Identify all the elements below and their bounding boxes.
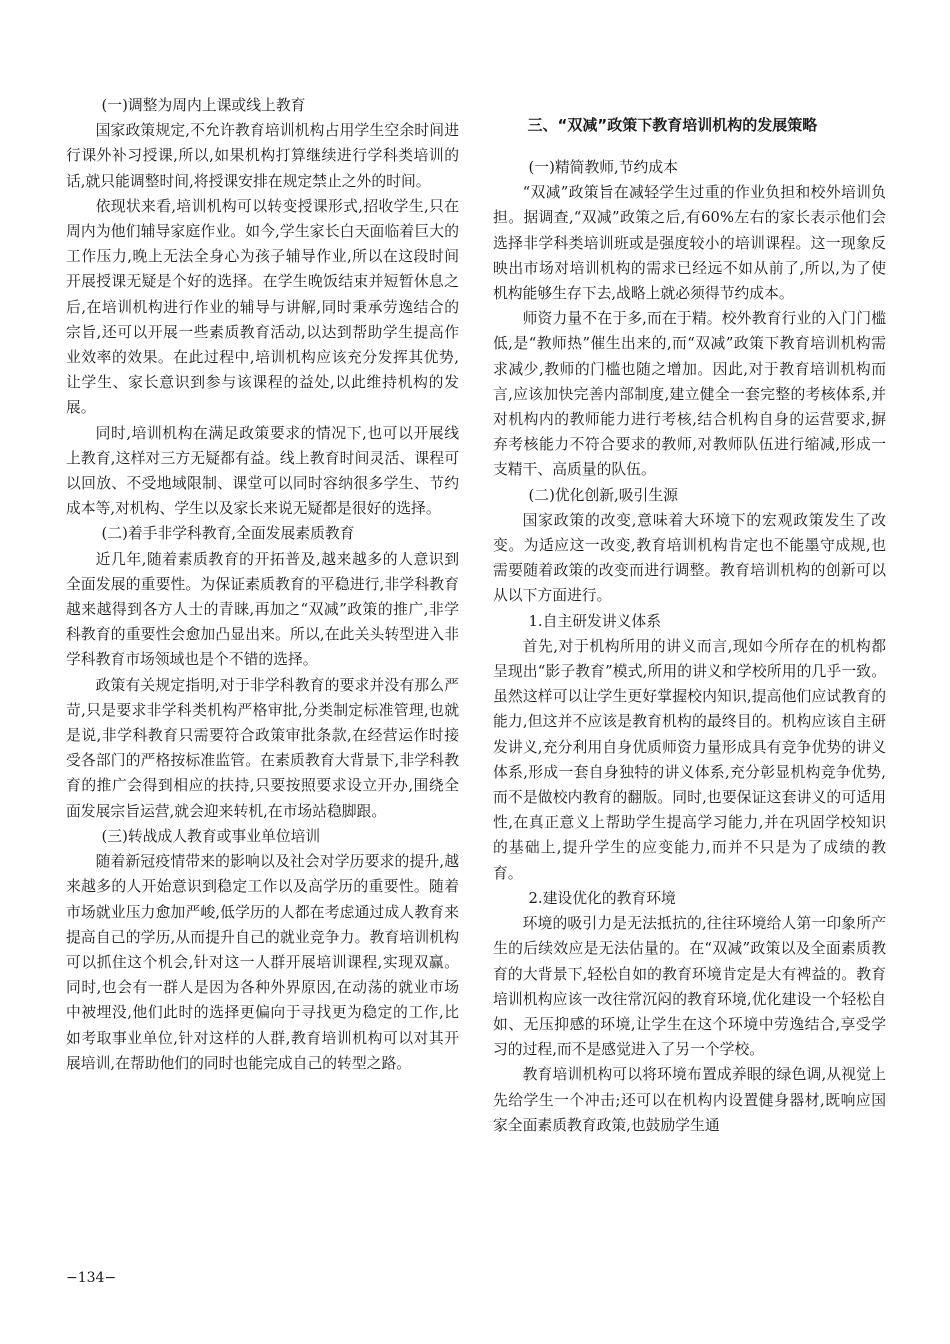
paragraph: 环境的吸引力是无法抵抗的,往往环境给人第一印象所产生的后续效应是无法估量的。在“双减”政策以及全面素质教育的大背景下,轻松自如的教育环境肯定是大有裨益的。教育培训机构应该一改往常沉闷的教育环境,优化建设一个轻松自如、无压抑感的环境,让学生在这个环境中劳逸结合,享受学习的过程,而不是感觉进入了另一个学校。 <box>493 915 886 1059</box>
paragraph: 首先,对于机构所用的讲义而言,现如今所存在的机构都呈现出“影子教育”模式,所用的讲义和学校所用的几乎一致。虽然这样可以让学生更好掌握校内知识,提高他们应试教育的能力,但这并不应该是教育机构的最终目的。机构应该自主研发讲义,充分利用自身优质师资力量形成具有竞争优势的讲义体系,形成一套自身独特的讲义体系,充分彰显机构竞争优势,而不是做校内教育的翻版。同时,也要保证这套讲义的可适用性,在真正意义上帮助学生提高学习能力,并在巩固学校知识的基础上,提升学生的应变能力,而并不只是为了成绩的教育。 <box>493 637 886 882</box>
subheading: (二)着手非学科教育,全面发展素质教育 <box>101 525 355 543</box>
paragraph: 依现状来看,培训机构可以转变授课形式,招收学生,只在周内为他们辅导家庭作业。如今,学生家长白天面临着巨大的工作压力,晚上无法全身心为孩子辅导作业,所以在这段时间开展授课无疑是个好的选择。在学生晚饭结束并短暂休息之后,在培训机构进行作业的辅导与讲解,同时秉承劳逸结合的宗旨,还可以开展一些素质教育活动,以达到帮助学生提高作业效率的效果。在此过程中,培训机构应该充分发挥其优势,让学生、家长意识到参与该课程的益处,以此维持机构的发展。 <box>66 197 459 417</box>
left-column <box>66 93 459 1076</box>
paragraph: 国家政策规定,不允许教育培训机构占用学生空余时间进行课外补习授课,所以,如果机构打算继续进行学科类培训的话,就只能调整时间,将授课安排在规定禁止之外的时间。 <box>66 122 459 190</box>
subheading: (三)转战成人教育或事业单位培训 <box>101 827 321 845</box>
subheading: (二)优化创新,吸引生源 <box>528 486 678 504</box>
right-column <box>493 113 886 1138</box>
subheading: 1.自主研发讲义体系 <box>528 612 662 630</box>
section-heading: 三、“双减”政策下教育培训机构的发展策略 <box>527 116 818 134</box>
paragraph: “双减”政策旨在减轻学生过重的作业负担和校外培训负担。据调查,“双减”政策之后,有60%左右的家长表示他们会选择非学科类培训班或是强度较小的培训课程。这一现象反映出市场对培训机构的需求已经远不如从前了,所以,为了使机构能够生存下去,战略上就必须得节约成本。 <box>493 184 886 303</box>
paragraph: 政策有关规定指明,对于非学科教育的要求并没有那么严苛,只是要求非学科类机构严格审批,分类制定标准管理,也就是说,非学科教育只需要符合政策审批条款,在经营运作时接受各部门的严格按标准监管。在素质教育大背景下,非学科教育的推广会得到相应的扶持,只要按照要求设立开办,围绕全面发展宗旨运营,就会迎来转机,在市场站稳脚跟。 <box>66 676 459 820</box>
subheading: 2.建设优化的教育环境 <box>528 889 676 907</box>
page-number: −134− <box>66 1270 117 1286</box>
paragraph: 随着新冠疫情带来的影响以及社会对学历要求的提升,越来越多的人开始意识到稳定工作以及高学历的重要性。随着市场就业压力愈加严峻,低学历的人都在考虑通过成人教育来提高自己的学历,从而提升自己的就业竞争力。教育培训机构可以抓住这个机会,针对这一人群开展培训课程,实现双赢。同时,也会有一群人是因为各种外界原因,在动荡的就业市场中被埋没,他们此时的选择更偏向于寻找更为稳定的工作,比如考取事业单位,针对这样的人群,教育培训机构可以对其开展培训,在帮助他们的同时也能完成自己的转型之路。 <box>66 853 459 1072</box>
subheading: (一)精简教师,节约成本 <box>528 159 678 176</box>
paragraph: 教育培训机构可以将环境布置成养眼的绿色调,从视觉上先给学生一个冲击;还可以在机构内设置健身器材,既响应国家全面素质教育政策,也鼓励学生通 <box>493 1066 886 1134</box>
paragraph: 同时,培训机构在满足政策要求的情况下,也可以开展线上教育,这样对三方无疑都有益。线上教育时间灵活、课程可以回放、不受地域限制、课堂可以同时容纳很多学生、节约成本等,对机构、学生以及家长来说无疑都是很好的选择。 <box>66 424 459 518</box>
paragraph: 国家政策的改变,意味着大环境下的宏观政策发生了改变。为适应这一改变,教育培训机构肯定也不能墨守成规,也需要随着政策的改变而进行调整。教育培训机构的创新可以从以下方面进行。 <box>493 511 886 605</box>
subheading: (一)调整为周内上课或线上教育 <box>101 97 306 114</box>
paragraph: 师资力量不在于多,而在于精。校外教育行业的入门门槛低,是“教师热”催生出来的,而“双减”政策下教育培训机构需求减少,教师的门槛也随之增加。因此,对于教育培训机构而言,应该加快完善内部制度,建立健全一套完整的考核体系,并对机构内的教师能力进行考核,结合机构自身的运营要求,摒弃考核能力不符合要求的教师,对教师队伍进行缩减,形成一支精干、高质量的队伍。 <box>493 310 886 479</box>
paragraph: 近几年,随着素质教育的开拓普及,越来越多的人意识到全面发展的重要性。为保证素质教育的平稳进行,非学科教育越来越得到各方人士的青睐,再加之“双减”政策的推广,非学科教育的重要性会愈加凸显出来。所以,在此关头转型进入非学科教育市场领域也是个不错的选择。 <box>66 550 459 669</box>
